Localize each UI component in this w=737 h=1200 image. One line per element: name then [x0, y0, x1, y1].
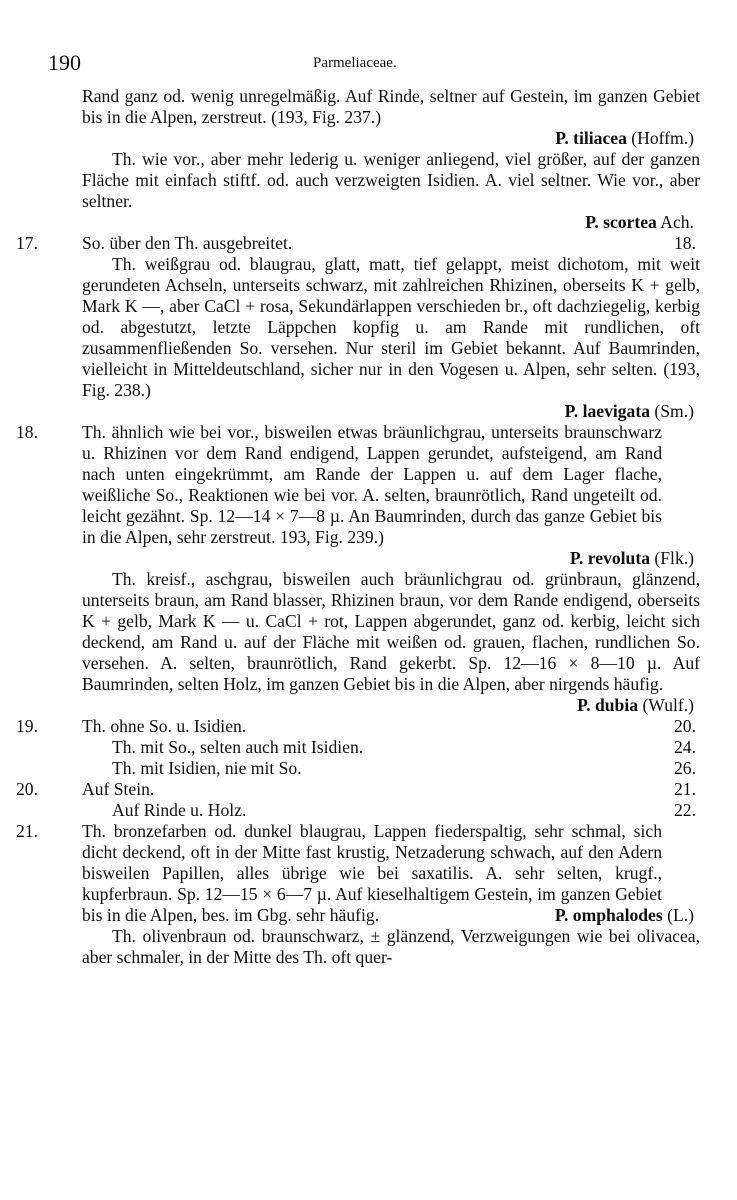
couplet-text: Th. ähnlich wie bei vor., bisweilen etwas bräunlichgrau, unterseits braunschwarz u. Rhizinen vor dem Rand endigend, Lappen gerundet, aufsteigend, am Rand nach unten eingekrümmt, am Rande der Lappen u. auf dem Lager flache, weißliche So., Reaktionen wie bei vor. A. selten, braunrötlich, Rand ungeteilt od. leicht gezähnt. Sp. 12—14 × 7—8 µ. An Baumrinden, durch das ganze Gebiet bis in die Alpen, sehr zerstreut. 193, Fig. 239.)	[82, 422, 662, 547]
species-author: Ach.	[660, 212, 694, 232]
species-name: P. dubia	[577, 695, 639, 715]
couplet-number: 21.	[16, 821, 38, 841]
couplet-number: 20.	[16, 779, 38, 799]
couplet-number: 17.	[16, 233, 38, 253]
page-number: 190	[48, 50, 81, 75]
key-couplet	[16, 716, 700, 737]
key-couplet	[82, 758, 700, 779]
species-name-line	[82, 695, 700, 716]
couplet-reference: 20.	[674, 716, 696, 736]
species-name-line	[82, 401, 700, 422]
species-name-line	[82, 548, 700, 569]
key-couplet	[16, 779, 700, 800]
species-author: (Sm.)	[654, 401, 694, 421]
key-couplet	[82, 737, 700, 758]
couplet-text: Th. bronzefarben od. dunkel blaugrau, Lappen fiederspaltig, sehr schmal, sich dicht deckend, oft in der Mitte fast krustig, Netzaderung schwach, auf den Adern bisweilen Papillen, alles übrige wie bei saxatilis. A. sehr selten, krugf., kupferbraun. Sp. 12—15 × 6—7 µ. Auf kieselhaltigem Gestein, im ganzen Gebiet bis in die Alpen, bes. im Gbg. sehr häufig.	[82, 821, 662, 925]
page-text	[16, 86, 700, 968]
paragraph: Rand ganz od. wenig unregelmäßig. Auf Rinde, seltner auf Gestein, im ganzen Gebiet bis in die Alpen, zerstreut. (193, Fig. 237.)	[82, 86, 700, 127]
running-head: Parmeliaceae.	[313, 55, 397, 71]
paragraph: Th. kreisf., aschgrau, bisweilen auch bräunlichgrau od. grünbraun, glänzend, unterseits braun, am Rand blasser, Rhizinen braun, vor dem Rande endigend, oberseits K + gelb, Mark K — u. CaCl + rot, Lappen abgerundet, ganz od. kerbig, leicht sich deckend, am Rand u. auf der Fläche mit weißen od. grauen, flachen, rundlichen So. versehen. A. selten, braunrötlich, Rand gekerbt. Sp. 12—16 × 8—10 µ. Auf Baumrinden, selten Holz, im ganzen Gebiet bis in die Alpen, aber nirgends häufig.	[82, 569, 700, 694]
couplet-text: Th. ohne So. u. Isidien.	[82, 716, 247, 736]
species-name-line	[82, 128, 700, 149]
species-name: P. tiliacea	[555, 128, 627, 148]
couplet-reference: 21.	[674, 779, 696, 799]
species-name: P. omphalodes	[554, 905, 663, 925]
species-name: P. scortea	[585, 212, 657, 232]
couplet-text: Auf Rinde u. Holz.	[112, 800, 247, 820]
couplet-text: Auf Stein.	[82, 779, 155, 799]
species-author: (L.)	[667, 905, 694, 925]
key-couplet	[16, 233, 700, 254]
couplet-reference: 22.	[674, 800, 696, 820]
species-author: (Hoffm.)	[631, 128, 694, 148]
paragraph: Th. weißgrau od. blaugrau, glatt, matt, tief gelappt, meist dichotom, mit weit gerundeten Achseln, unterseits schwarz, mit zahlreichen Rhizinen, oberseits K + gelb, Mark K —, aber CaCl + rosa, Sekundärlappen verschieden br., oft dachziegelig, kerbig od. abgestutzt, letzte Läppchen kopfig u. am Rande mit rundlichen, oft zusammenfließenden So. versehen. Nur steril im Gebiet bekannt. Auf Baumrinden, vielleicht in Mitteldeutschland, sicher nur in den Vogesen u. Alpen, sehr selten. (193, Fig. 238.)	[82, 254, 700, 400]
key-couplet	[16, 821, 700, 926]
couplet-text: So. über den Th. ausgebreitet.	[82, 233, 293, 253]
couplet-text: Th. mit So., selten auch mit Isidien.	[112, 737, 364, 757]
couplet-reference: 26.	[674, 758, 696, 778]
key-couplet	[16, 422, 700, 548]
species-name: P. revoluta	[569, 548, 650, 568]
couplet-reference: 24.	[674, 737, 696, 757]
species-author: (Wulf.)	[642, 695, 694, 715]
species-author: (Flk.)	[654, 548, 694, 568]
couplet-reference: 18.	[674, 233, 696, 253]
paragraph: Th. olivenbraun od. braunschwarz, ± glänzend, Verzweigungen wie bei olivacea, aber schmaler, in der Mitte des Th. oft quer-	[82, 926, 700, 967]
species-name-line	[82, 212, 700, 233]
couplet-number: 19.	[16, 716, 38, 736]
couplet-text: Th. mit Isidien, nie mit So.	[112, 758, 302, 778]
species-name: P. laevigata	[564, 401, 650, 421]
couplet-number: 18.	[16, 422, 38, 442]
paragraph: Th. wie vor., aber mehr lederig u. weniger anliegend, viel größer, auf der ganzen Fläche mit einfach stiftf. od. auch verzweigten Isidien. A. viel seltner. Wie vor., aber seltner.	[82, 149, 700, 211]
key-couplet	[82, 800, 700, 821]
